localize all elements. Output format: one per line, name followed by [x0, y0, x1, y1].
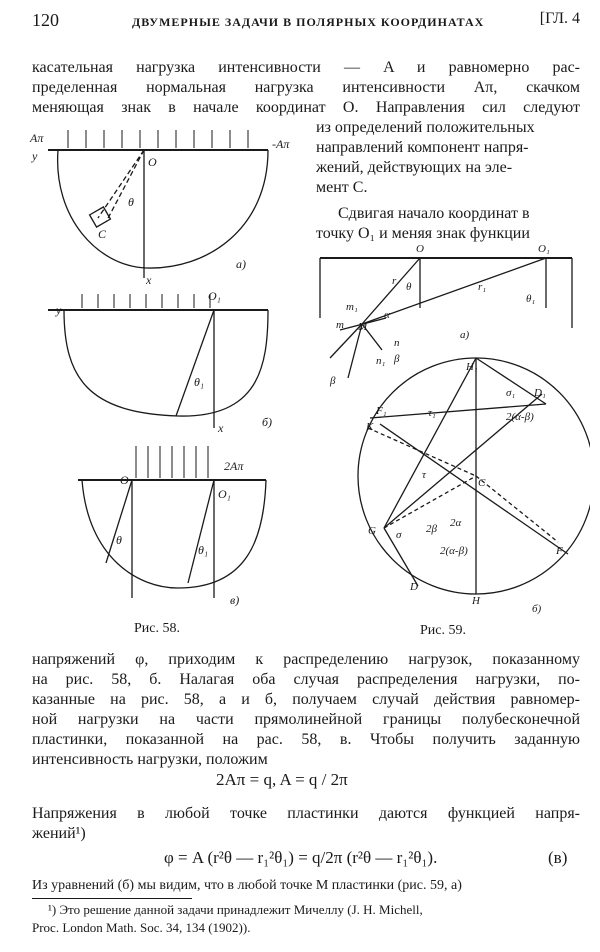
- label-alpha: α: [384, 309, 390, 321]
- label-F1: F₁: [376, 405, 387, 417]
- text-line: касательная нагрузка интенсивности — A и равномерно рас-: [32, 59, 580, 76]
- text-line: жений¹): [32, 825, 86, 842]
- page-number: 120: [32, 10, 59, 30]
- fig58-c-label: в): [230, 593, 240, 607]
- label-m: m: [336, 319, 344, 331]
- label-O: O: [120, 473, 129, 487]
- running-header: [32, 10, 580, 36]
- label-n1: n₁: [376, 355, 386, 367]
- label-sigma1: σ₁: [506, 387, 516, 399]
- text-line: интенсивность нагрузки, положим: [32, 751, 268, 768]
- label-theta: θ: [116, 533, 122, 547]
- fig59-caption: Рис. 59.: [420, 623, 466, 638]
- label-2beta: 2β: [426, 523, 437, 535]
- label-C: C: [98, 227, 107, 241]
- label-y: y: [32, 149, 38, 163]
- label-theta: θ: [128, 195, 134, 209]
- figure-58: [28, 118, 318, 638]
- label-H1: H₁: [466, 361, 478, 373]
- text-line: жений, действующих на эле-: [316, 159, 513, 176]
- text-line: из определений положительных: [316, 119, 535, 136]
- text-line: напряжений φ, приходим к распределению нагрузок, показанному: [32, 651, 580, 668]
- label-G: G: [368, 525, 376, 537]
- text-line: пределенная нормальная нагрузка интенсивности Aπ, скачком: [32, 79, 580, 96]
- text-line: мент C.: [316, 179, 368, 196]
- footnote-line: Proc. London Math. Soc. 34, 134 (1902)).: [32, 920, 251, 935]
- footnote-rule: [32, 898, 192, 899]
- label-beta: β: [394, 353, 400, 365]
- text-line: Напряжения в любой точке пластинки даются функцией напря-: [32, 805, 580, 822]
- text-line: Сдвигая начало координат в: [338, 205, 530, 222]
- label-x: x: [218, 421, 224, 435]
- label-r: r: [392, 275, 397, 287]
- label-C: C: [478, 477, 486, 489]
- fig58-caption: Рис. 58.: [134, 621, 180, 636]
- text-line: Из уравнений (б) мы видим, что в любой точке M пластинки (рис. 59, а): [32, 878, 462, 893]
- label-theta: θ: [406, 281, 412, 293]
- equation-1: 2Aπ = q, A = q / 2π: [216, 770, 348, 789]
- text-line: казанные на рис. 58, а и б, получаем случай действия равномер-: [32, 691, 580, 708]
- label-r1: r₁: [478, 281, 487, 293]
- text-line: пластинки, показанной на рас. 58, в. Чтобы получить заданную: [32, 731, 580, 748]
- equation-2: φ = A (r²θ — r₁²θ₁) = q/2π (r²θ — r₁²θ₁).: [164, 848, 438, 867]
- equation-2-tag: (в): [548, 848, 568, 867]
- label-O1: O₁: [208, 289, 221, 303]
- label-M: M: [358, 321, 368, 333]
- label-tau1: τ₁: [428, 407, 436, 419]
- text-line: на рис. 58, б. Налагая оба случая распределения нагрузки, по-: [32, 671, 580, 688]
- label-K: K: [366, 421, 374, 433]
- label-O: O: [416, 243, 424, 255]
- label-O: O: [148, 155, 157, 169]
- fig59-a-label: а): [460, 329, 470, 341]
- label-theta1: θ₁: [194, 375, 205, 389]
- label-tau: τ: [422, 469, 426, 481]
- figure-59: [310, 238, 590, 638]
- text-line: точку O₁ и меняя знак функции: [316, 225, 530, 242]
- label-theta1: θ₁: [198, 543, 209, 557]
- label-D1: D₁: [534, 387, 546, 399]
- label-H: H: [472, 595, 480, 607]
- label-beta1: β: [330, 375, 336, 387]
- label-n: n: [394, 337, 400, 349]
- label-minus-A-pi: -Aπ: [272, 137, 290, 151]
- label-2alpha: 2α: [450, 517, 462, 529]
- label-D: D: [410, 581, 418, 593]
- label-2Api: 2Aπ: [224, 459, 244, 473]
- label-y: y: [56, 303, 62, 317]
- fig59-b-label: б): [532, 603, 542, 615]
- label-O1: O₁: [538, 243, 550, 255]
- label-sigma: σ: [396, 529, 402, 541]
- fig58-b-label: б): [262, 415, 273, 429]
- label-2ab: 2(α-β): [506, 411, 534, 423]
- footnote-line: ¹) Это решение данной задачи принадлежит Мичеллу (J. H. Michell,: [48, 902, 423, 917]
- label-O1: O₁: [218, 487, 231, 501]
- chapter-label: [ГЛ. 4: [539, 10, 580, 27]
- label-2ab2: 2(α-β): [440, 545, 468, 557]
- text-line: направлений компонент напря-: [316, 139, 529, 156]
- label-F: F: [556, 545, 563, 557]
- label-m1: m₁: [346, 301, 358, 313]
- text-line: ной нагрузки на части прямолинейной границы полубесконечной: [32, 711, 580, 728]
- label-A-pi: Aπ: [30, 131, 44, 145]
- label-theta1: θ₁: [526, 293, 536, 305]
- running-title: ДВУМЕРНЫЕ ЗАДАЧИ В ПОЛЯРНЫХ КООРДИНАТАХ: [132, 15, 485, 29]
- label-x: x: [146, 273, 152, 287]
- text-line: меняющая знак в начале координат O. Направления сил следуют: [32, 99, 580, 116]
- fig58-a-label: а): [236, 257, 246, 271]
